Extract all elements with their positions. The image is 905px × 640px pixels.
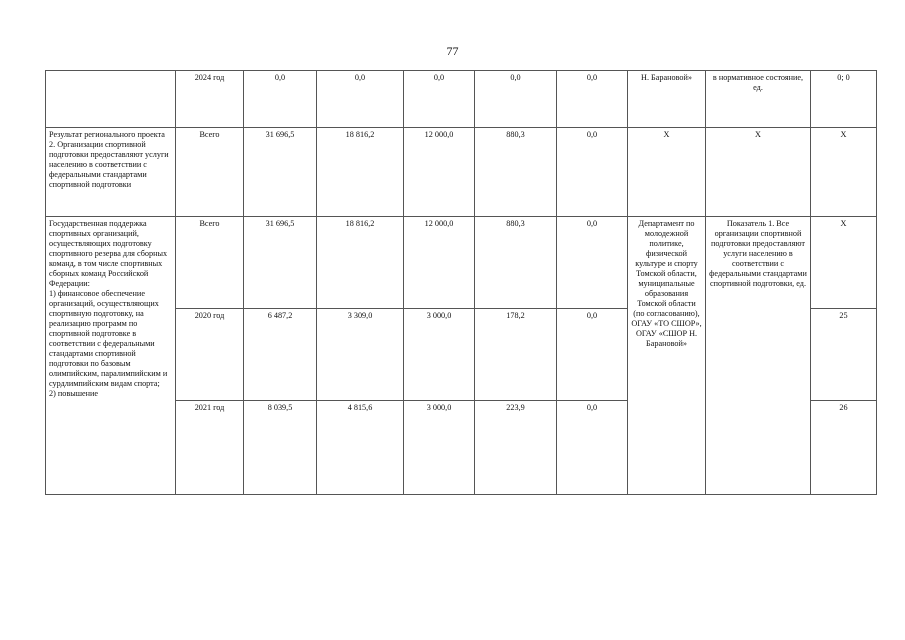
value-cell: 3 309,0 [317,309,404,401]
period-cell: Всего [176,217,244,309]
period-cell: Всего [176,128,244,217]
row-name-cell [46,71,176,128]
value-cell: 880,3 [475,217,557,309]
period-cell: 2020 год [176,309,244,401]
value-cell: 4 815,6 [317,401,404,495]
value-cell: 12 000,0 [404,128,475,217]
value-cell: 8 039,5 [244,401,317,495]
value-cell: 0,0 [404,71,475,128]
target-cell: 25 [811,309,877,401]
table-row [46,128,877,217]
value-cell: 3 000,0 [404,401,475,495]
value-cell: 31 696,5 [244,217,317,309]
value-cell: 3 000,0 [404,309,475,401]
value-cell: 0,0 [557,128,628,217]
value-cell: 0,0 [557,401,628,495]
value-cell: 0,0 [557,309,628,401]
value-cell: 880,3 [475,128,557,217]
value-cell: 0,0 [475,71,557,128]
period-cell: 2021 год [176,401,244,495]
group-indicator-cell: Показатель 1. Все организации спортивной подготовки предоставляют услуги населению в соответствии с федеральными стандартами спортивной подготовки, ед. [706,217,811,495]
executor-cell: Х [628,128,706,217]
value-cell: 0,0 [244,71,317,128]
value-cell: 178,2 [475,309,557,401]
period-cell: 2024 год [176,71,244,128]
table-row [46,71,877,128]
target-cell: Х [811,217,877,309]
value-cell: 0,0 [557,71,628,128]
group-name-cell: Государственная поддержка спортивных организаций, осуществляющих подготовку спортивного резерва для сборных команд, в том числе спортивных сборных команд Российской Федерации: 1) финансовое обеспечение организаций, осуществляющих спортивную подготовку, на реализацию программ по спортивной подготовке в соответствии с федеральными стандартами спортивной подготовки по базовым олимпийским, паралимпийским и сурдлимпийским видам спорта; 2) повышение [46,217,176,495]
value-cell: 223,9 [475,401,557,495]
executor-cell: Н. Барановой» [628,71,706,128]
value-cell: 31 696,5 [244,128,317,217]
row-name-cell: Результат регионального проекта 2. Организации спортивной подготовки предоставляют услуги населению в соответствии с федеральными стандартами спортивной подготовки [46,128,176,217]
page-number: 77 [446,44,459,58]
budget-table [45,70,877,495]
indicator-cell: в нормативное состояние, ед. [706,71,811,128]
target-cell: Х [811,128,877,217]
indicator-cell: Х [706,128,811,217]
value-cell: 18 816,2 [317,128,404,217]
target-cell: 26 [811,401,877,495]
value-cell: 0,0 [317,71,404,128]
value-cell: 0,0 [557,217,628,309]
group-executor-cell: Департамент по молодежной политике, физической культуре и спорту Томской области, муниципальные образования Томской области (по согласованию), ОГАУ «ТО СШОР», ОГАУ «СШОР Н. Барановой» [628,217,706,495]
table-row [46,217,877,309]
value-cell: 18 816,2 [317,217,404,309]
target-cell: 0; 0 [811,71,877,128]
value-cell: 12 000,0 [404,217,475,309]
value-cell: 6 487,2 [244,309,317,401]
